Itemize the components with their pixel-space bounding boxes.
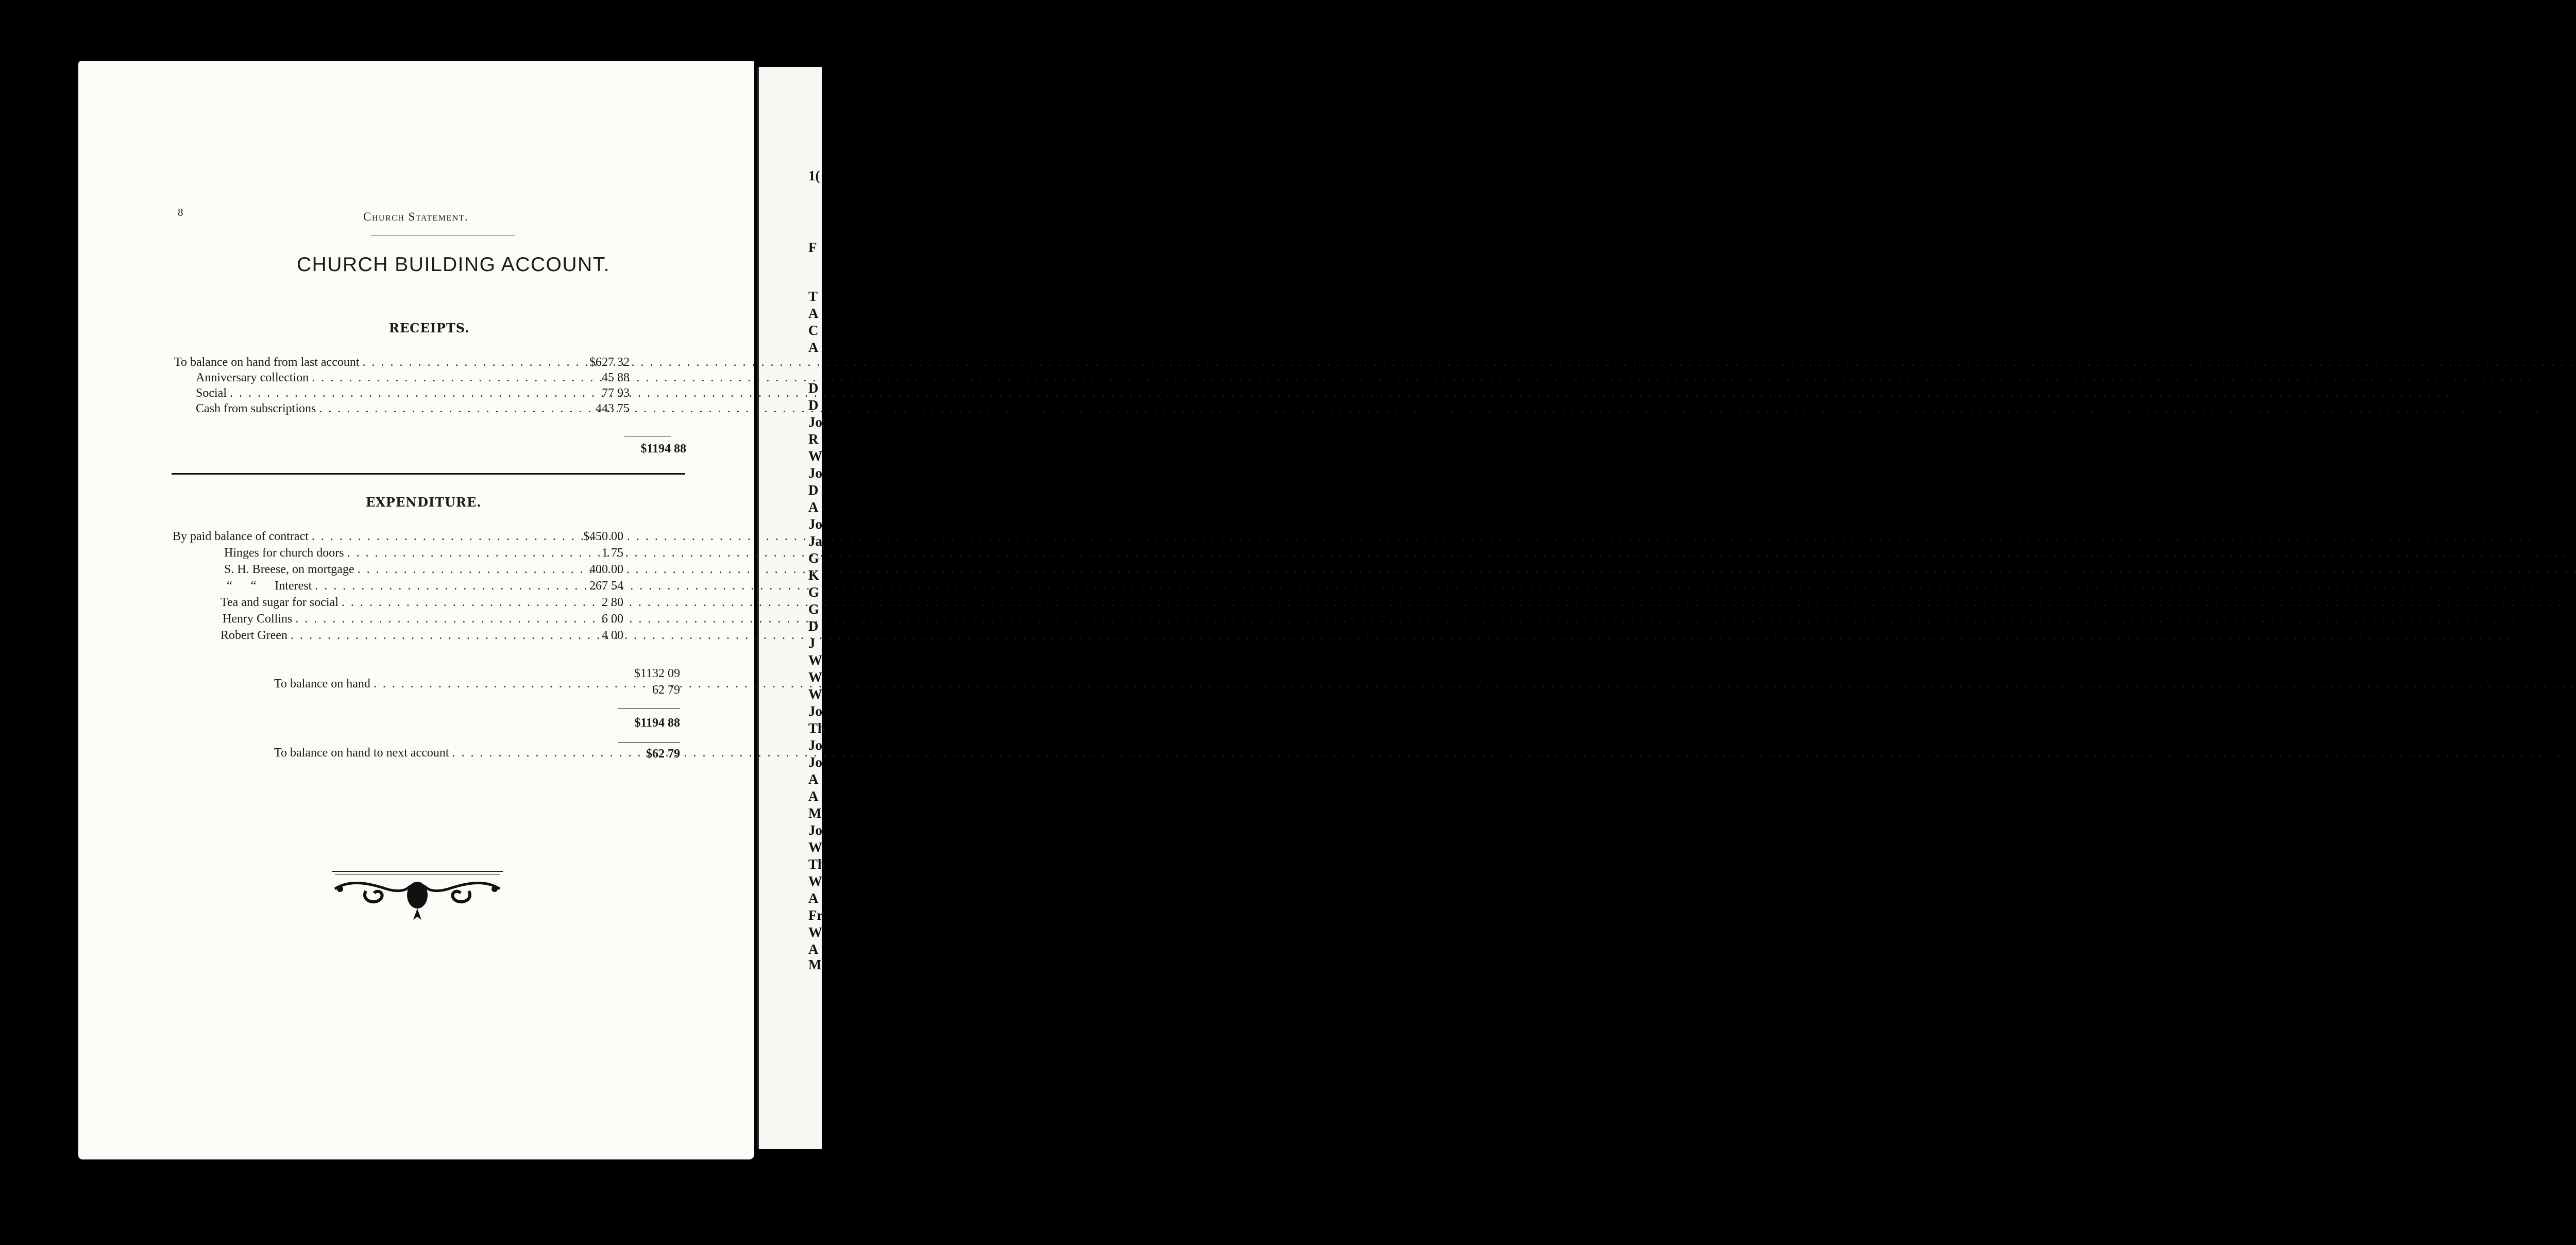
expenditure-label: “ “ Interest (227, 579, 312, 593)
facing-page-letter: M (808, 957, 822, 972)
expenditure-amount: 1 75 (602, 546, 623, 560)
facing-page-letter: G (808, 550, 820, 566)
next-account-label: To balance on hand to next account (274, 746, 449, 760)
expenditure-row (224, 546, 580, 562)
facing-page-letter: G (808, 584, 820, 600)
expenditure-row (227, 579, 580, 595)
dot-leader (312, 371, 2533, 385)
running-head: Church Statement. (363, 210, 469, 223)
expenditure-amount: 6 00 (602, 612, 623, 626)
receipt-row (196, 386, 580, 402)
facing-page-letter: W (808, 839, 822, 855)
facing-page-letter: M (808, 805, 822, 821)
facing-page-letter: D (808, 482, 819, 498)
facing-page-letter: D (808, 618, 819, 634)
receipt-label: To balance on hand from last account (174, 356, 360, 369)
facing-page-letter: Jo (808, 737, 822, 753)
expenditure-label: Robert Green (221, 629, 287, 642)
page-title: CHURCH BUILDING ACCOUNT. (296, 254, 611, 276)
facing-page-letter: A (808, 499, 819, 515)
expenditure-row (173, 530, 580, 545)
expenditure-subtotal: $1132 09 (634, 667, 680, 680)
facing-page-letter: Jo (808, 465, 822, 481)
next-account-amount: $62 79 (646, 747, 680, 761)
facing-page-letter: Jo (808, 754, 822, 770)
balance-row (274, 677, 563, 693)
dot-leader (347, 546, 2568, 560)
dot-leader (342, 596, 2563, 610)
dot-leader (230, 386, 2451, 400)
receipt-label: Social (196, 386, 227, 400)
expenditure-label: Henry Collins (223, 612, 293, 626)
facing-page-letter: T (808, 289, 818, 304)
expenditure-row (221, 629, 580, 644)
expenditure-amount: 2 80 (602, 596, 623, 609)
facing-page-letter: W (808, 652, 822, 668)
facing-page-letter: Fr (808, 907, 823, 923)
facing-page-letter: Ja (808, 533, 822, 549)
expenditure-heading: EXPENDITURE. (366, 495, 482, 510)
facing-page-letter: D (808, 380, 819, 396)
scroll-ornament-icon (330, 868, 505, 930)
total-rule (618, 708, 680, 709)
grand-total: $1194 88 (634, 716, 680, 730)
facing-page-letter: A (808, 771, 819, 787)
expenditure-label: By paid balance of contract (173, 530, 309, 543)
facing-page-letter: 1( (808, 168, 820, 183)
expenditure-row (223, 612, 580, 628)
expenditure-row (224, 563, 580, 578)
facing-page-letter: F (808, 240, 817, 255)
facing-page-letter: Jo (808, 822, 822, 838)
receipt-row (174, 356, 580, 371)
facing-page-letter: Jo (808, 516, 822, 532)
expenditure-row (221, 596, 580, 611)
dot-leader (312, 530, 2533, 544)
dot-leader (358, 563, 2576, 577)
facing-page-letter: Jo (808, 703, 822, 719)
facing-page-letter: G (808, 601, 820, 617)
balance-label: To balance on hand (274, 677, 370, 691)
next-account-row (274, 746, 565, 762)
dot-leader (315, 579, 2536, 593)
expenditure-label: S. H. Breese, on mortgage (224, 563, 354, 576)
dot-leader (452, 746, 2576, 760)
expenditure-amount: 267 54 (589, 579, 623, 593)
expenditure-label: Hinges for church doors (224, 546, 344, 560)
facing-page-letter: A (808, 941, 819, 957)
expenditure-label: Tea and sugar for social (221, 596, 338, 609)
facing-page-letter: W (808, 924, 822, 940)
facing-page-letter: Th (808, 856, 826, 872)
expenditure-amount: 4 00 (602, 629, 623, 642)
page-number: 8 (178, 206, 183, 218)
dot-leader (374, 677, 2576, 691)
receipt-amount: 443 75 (596, 402, 630, 415)
facing-page-letter: A (808, 340, 819, 355)
facing-page-letter: W (808, 669, 822, 685)
facing-page-letter: Jo (808, 414, 822, 430)
facing-page-letter: J (808, 635, 816, 651)
facing-page-letter: W (808, 448, 822, 464)
expenditure-amount: 400 00 (589, 563, 623, 576)
receipts-heading: RECEIPTS. (389, 321, 470, 335)
expenditure-amount: $450 00 (583, 530, 623, 543)
receipt-row (196, 402, 580, 417)
dot-leader (363, 356, 2576, 369)
dot-leader (295, 612, 2516, 626)
receipt-amount: $627 32 (589, 356, 630, 369)
dot-leader (291, 629, 2512, 643)
balance-amount: 62 79 (652, 683, 680, 697)
facing-page-letter: A (808, 788, 819, 804)
receipt-label: Anniversary collection (196, 371, 309, 384)
receipt-amount: 45 88 (602, 371, 630, 384)
total-rule (618, 742, 680, 743)
receipts-total: $1194 88 (640, 442, 686, 456)
receipt-label: Cash from subscriptions (196, 402, 316, 415)
facing-page-letter: A (808, 890, 819, 906)
receipt-row (196, 371, 580, 386)
facing-page-letter: K (808, 567, 820, 583)
facing-page-letter: Th (808, 720, 826, 736)
section-divider (172, 473, 685, 475)
receipt-amount: 77 93 (602, 386, 630, 400)
facing-page-letter: R (808, 431, 819, 447)
dot-leader (319, 402, 2540, 416)
facing-page-letter: A (808, 306, 819, 321)
facing-page-letter: C (808, 323, 819, 338)
facing-page-letter: D (808, 397, 819, 413)
facing-page-letter: W (808, 686, 822, 702)
facing-page-letter: W (808, 873, 822, 889)
